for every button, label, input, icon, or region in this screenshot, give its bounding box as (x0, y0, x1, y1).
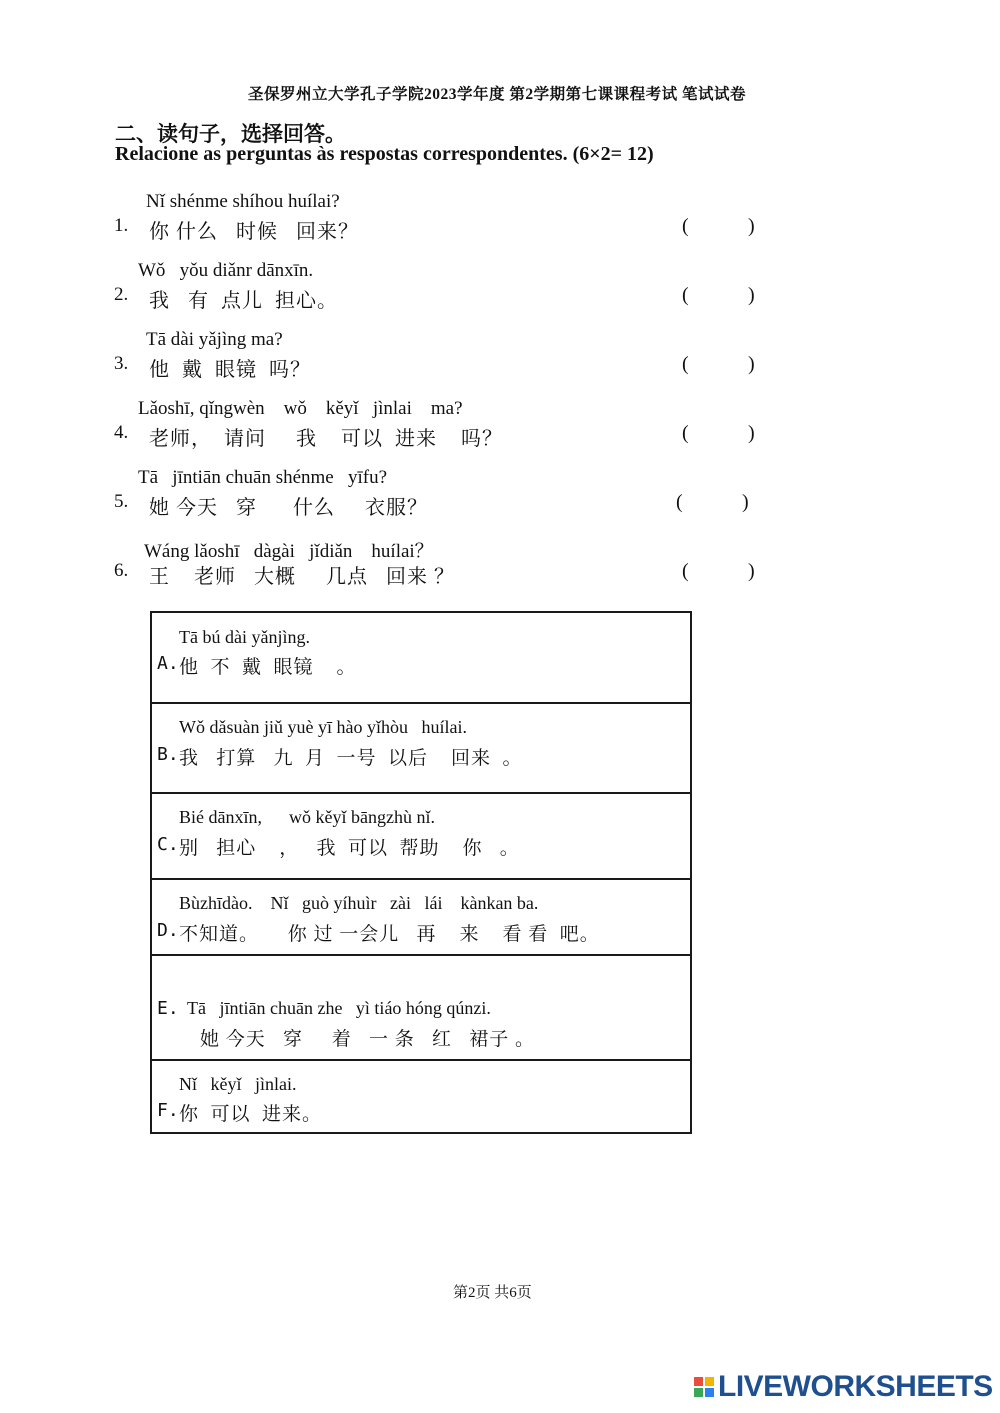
question-1 (0, 191, 1000, 251)
answer-paren-open: ( (682, 560, 689, 582)
question-hanzi: 她 今天 穿 什么 衣服？ (149, 497, 428, 519)
question-pinyin: Lǎoshī, qǐngwèn wǒ kěyǐ jìnlai ma? (138, 398, 463, 419)
question-number: 5. (114, 491, 129, 512)
answer-paren-open: ( (682, 353, 689, 375)
answer-pinyin: Bùzhīdào. Nǐ guò yíhuìr zài lái kànkan ba. (179, 893, 539, 913)
section-title: 二、读句子，选择回答。 (115, 122, 346, 146)
answer-paren-close: ) (748, 422, 755, 444)
question-number: 1. (114, 215, 129, 236)
question-4 (0, 398, 1000, 458)
answer-blank[interactable] (695, 420, 743, 448)
answer-hanzi: 她 今天 穿 着 一 条 红 裙子 。 (200, 1029, 536, 1050)
answer-hanzi: 他 不 戴 眼镜 。 (179, 657, 357, 678)
question-pinyin: Wáng lǎoshī dàgài jǐdiǎn huílai？ (144, 541, 434, 562)
question-3 (0, 329, 1000, 389)
answer-blank[interactable] (695, 351, 743, 379)
answer-option-d (152, 880, 690, 956)
logo-square (705, 1377, 714, 1386)
answer-paren-close: ) (748, 560, 755, 582)
question-hanzi: 他 戴 眼镜 吗？ (149, 359, 311, 381)
question-number: 4. (114, 422, 129, 443)
brand-wordmark: LIVEWORKSHEETS (718, 1370, 993, 1403)
question-number: 6. (114, 560, 129, 581)
question-pinyin: Wǒ yǒu diǎnr dānxīn. (138, 260, 314, 281)
answer-pinyin: Tā jīntiān chuān zhe yì tiáo hóng qúnzi. (187, 998, 491, 1018)
section-subtitle: Relacione as perguntas às respostas correspondentes. (6×2= 12) (115, 143, 654, 165)
answer-blank[interactable] (695, 558, 743, 586)
answer-paren-open: ( (682, 422, 689, 444)
answer-hanzi: 你 可以 进来。 (179, 1104, 323, 1125)
answer-letter: C. (157, 834, 179, 855)
question-hanzi: 我 有 点儿 担心。 (149, 290, 338, 312)
answer-paren-close: ) (742, 491, 749, 513)
answer-paren-open: ( (682, 284, 689, 306)
answer-option-c (152, 794, 690, 880)
answer-paren-close: ) (748, 284, 755, 306)
question-pinyin: Nǐ shénme shíhou huílai? (146, 191, 340, 212)
answer-blank[interactable] (695, 213, 743, 241)
question-number: 2. (114, 284, 129, 305)
liveworksheets-logo-icon (694, 1377, 714, 1397)
answer-paren-close: ) (748, 353, 755, 375)
answer-hanzi: 别 担心 ， 我 可以 帮助 你 。 (179, 838, 520, 859)
logo-square (694, 1377, 703, 1386)
answer-option-f (152, 1061, 690, 1132)
answer-letter: D. (157, 920, 179, 941)
answer-paren-open: ( (682, 215, 689, 237)
logo-square (694, 1388, 703, 1397)
answer-letter: E. (157, 998, 179, 1019)
question-hanzi: 老师， 请问 我 可以 进来 吗？ (149, 428, 503, 450)
question-pinyin: Tā dài yǎjìng ma? (146, 329, 283, 350)
answer-option-e (152, 956, 690, 1061)
question-6 (0, 536, 1000, 596)
question-pinyin: Tā jīntiān chuān shénme yīfu? (138, 467, 388, 488)
answer-blank[interactable] (695, 282, 743, 310)
answer-letter: B. (157, 744, 179, 765)
logo-square (705, 1388, 714, 1397)
answer-letter: A. (157, 653, 179, 674)
page-number: 第2页 共6页 (453, 1285, 532, 1301)
question-number: 3. (114, 353, 129, 374)
question-5 (0, 467, 1000, 527)
answer-pinyin: Tā bú dài yǎnjìng. (179, 627, 310, 647)
answer-paren-open: ( (676, 491, 683, 513)
answer-hanzi: 我 打算 九 月 一号 以后 回来 。 (179, 748, 523, 769)
answer-blank[interactable] (689, 489, 737, 517)
question-2 (0, 260, 1000, 320)
answer-option-b (152, 704, 690, 794)
question-hanzi: 你 什么 时候 回来？ (149, 221, 359, 243)
exam-header: 圣保罗州立大学孔子学院2023学年度 第2学期第七课课程考试 笔试试卷 (248, 86, 747, 103)
answer-hanzi: 不知道。 你 过 一会儿 再 来 看 看 吧。 (179, 924, 600, 945)
answer-option-a (152, 613, 690, 704)
answer-pinyin: Wǒ dǎsuàn jiǔ yuè yī hào yǐhòu huílai. (179, 717, 467, 737)
answer-letter: F. (157, 1100, 179, 1121)
answer-pinyin: Nǐ kěyǐ jìnlai. (179, 1074, 297, 1094)
answer-pinyin: Bié dānxīn, wǒ kěyǐ bāngzhù nǐ. (179, 807, 435, 827)
question-hanzi: 王 老师 大概 几点 回来 ？ (149, 566, 455, 588)
liveworksheets-brand[interactable] (694, 1372, 993, 1402)
answer-options-table (150, 611, 692, 1134)
answer-paren-close: ) (748, 215, 755, 237)
